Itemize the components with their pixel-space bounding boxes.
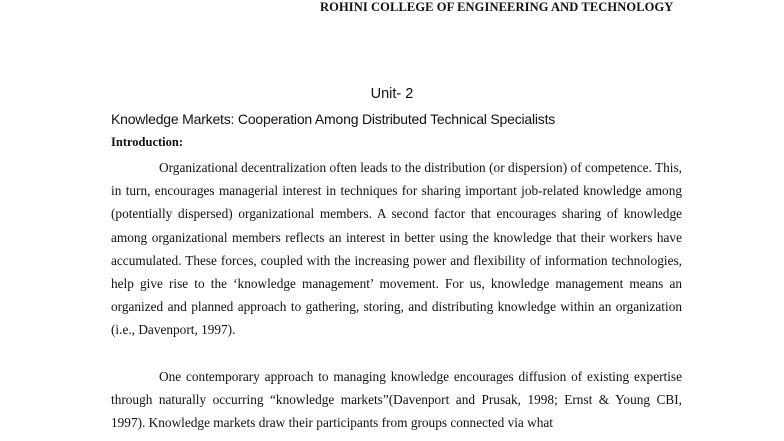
unit-title: Unit- 2 <box>370 86 414 102</box>
section-title: Knowledge Markets: Cooperation Among Distributed Technical Specialists <box>111 111 556 127</box>
intro-heading: Introduction: <box>111 135 184 149</box>
institution-header: ROHINI COLLEGE OF ENGINEERING AND TECHNOLOGY <box>320 0 674 14</box>
paragraph-2: One contemporary approach to managing knowledge encourages diffusion of existing expertise through naturally occurring “knowledge markets”(Davenport and Prusak, 1998; Ernst & Young CBI, 1997). Knowledge markets draw their participants from groups connected via what <box>111 369 682 431</box>
paragraph-1: Organizational decentralization often leads to the distribution (or dispersion) of competence. This, in turn, encourages managerial interest in techniques for sharing important job-related knowledge among (potentially dispersed) organizational members. A second factor that encourages sharing of knowledge among organizational members reflects an interest in better using the knowledge that their workers have accumulated. These forces, coupled with the increasing power and flexibility of information technologies, help give rise to the ‘knowledge management’ movement. For us, knowledge management means an organized and planned approach to gathering, storing, and distributing knowledge within an organization (i.e., Davenport, 1997). <box>111 160 682 338</box>
